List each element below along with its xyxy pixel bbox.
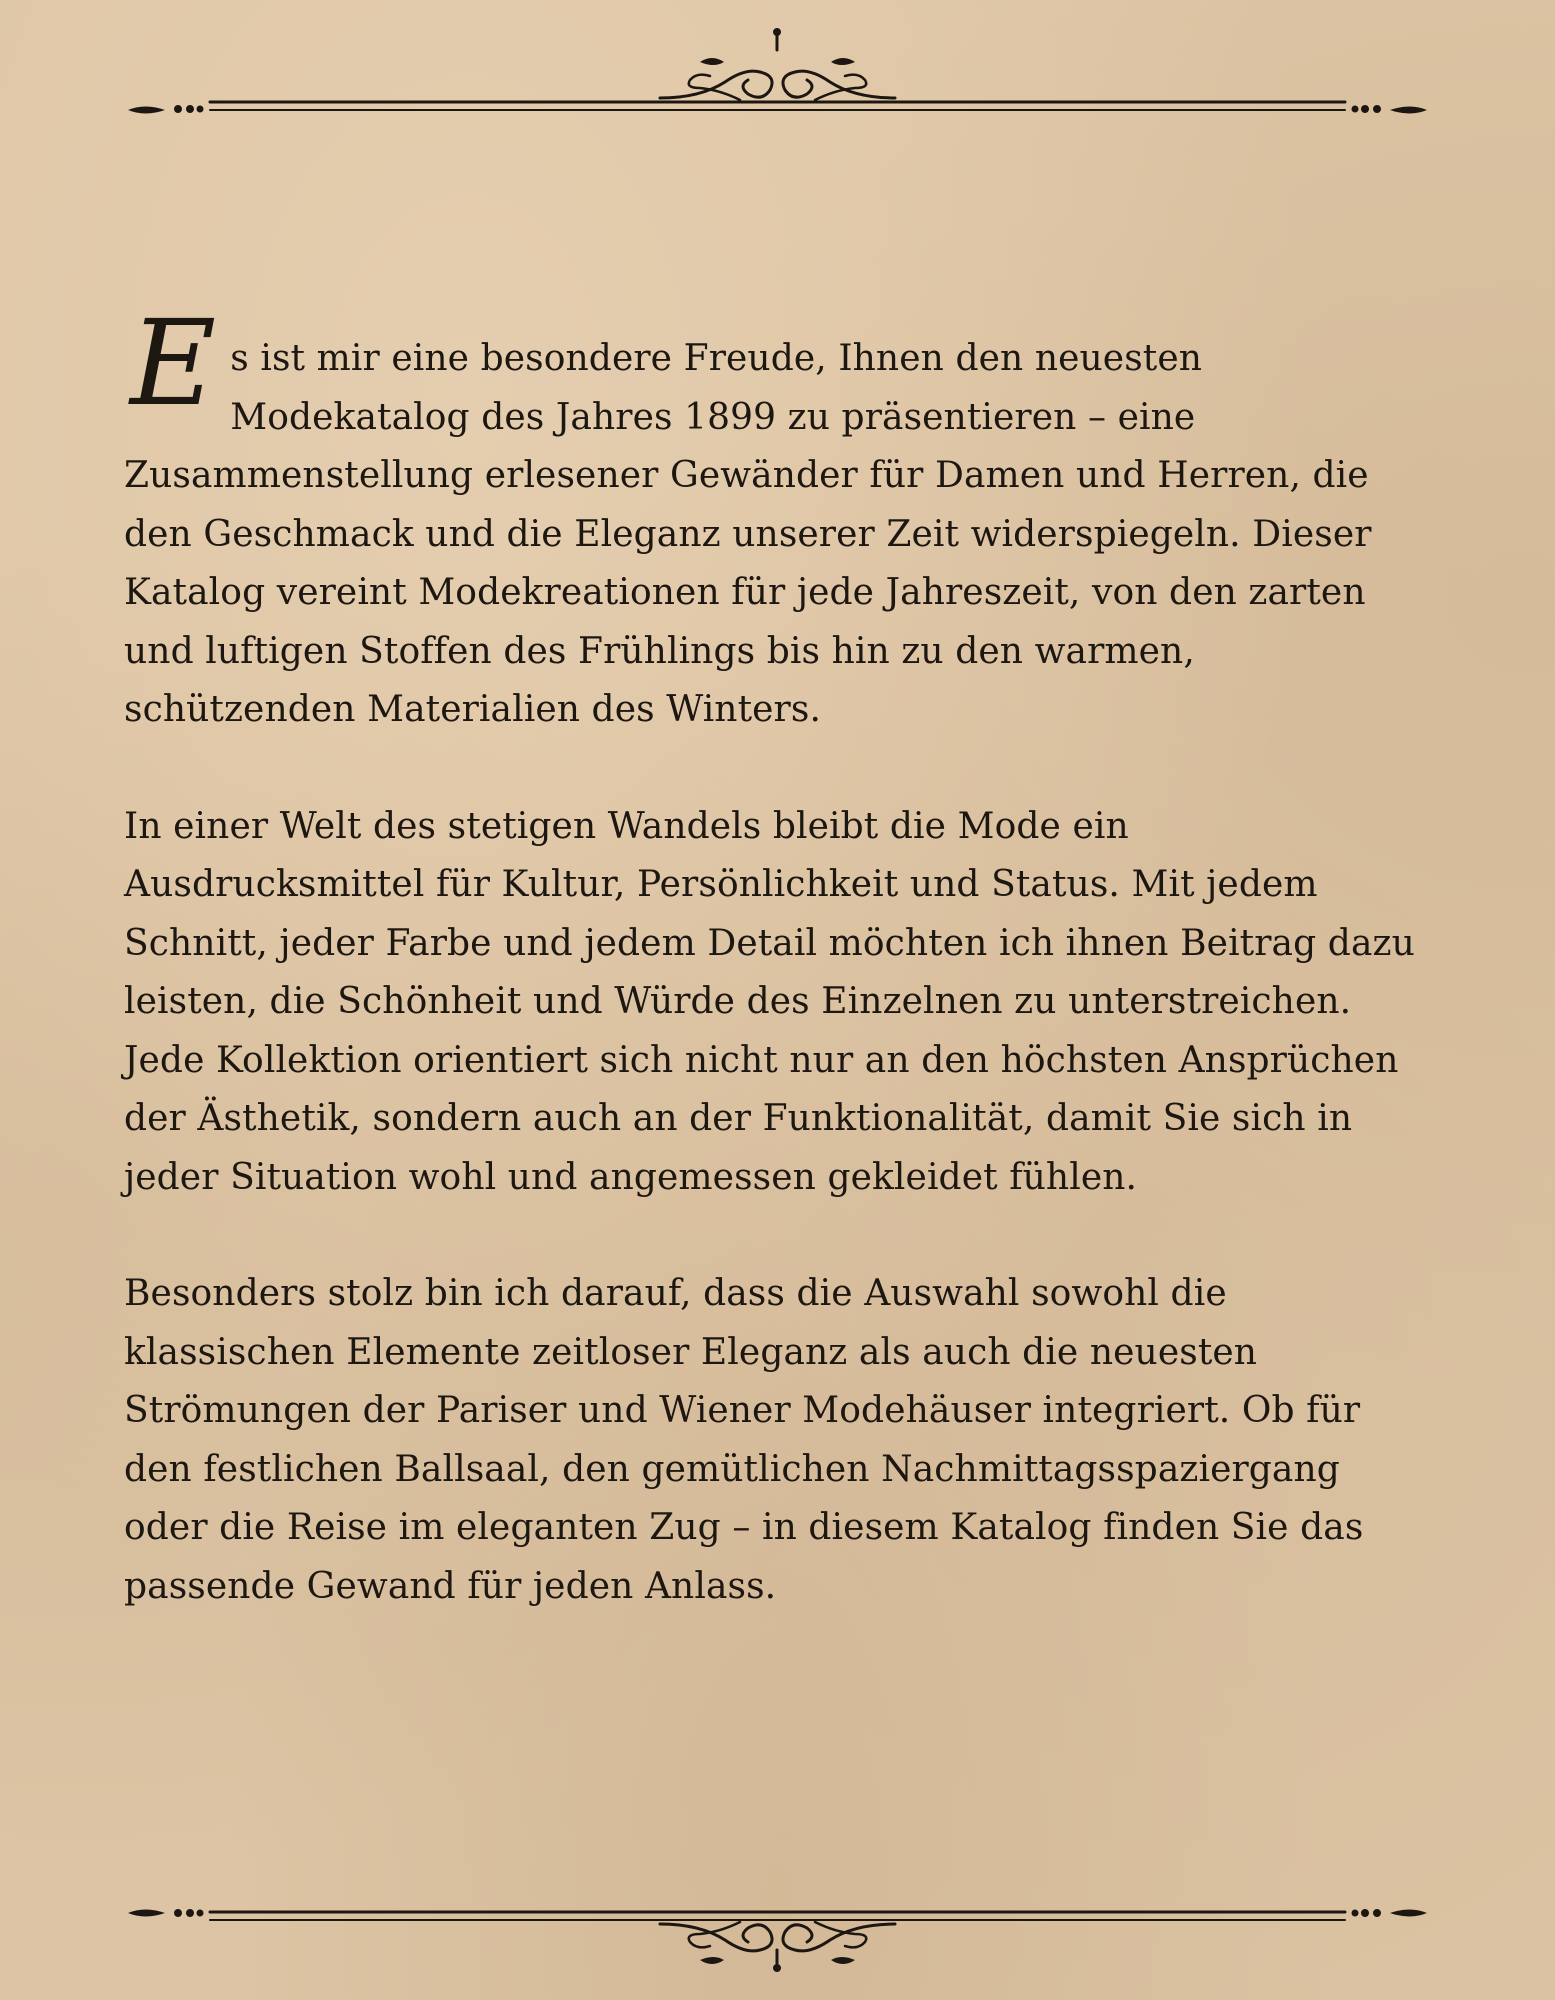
paragraph-1 bbox=[124, 294, 1434, 740]
drop-cap-letter: E bbox=[130, 294, 217, 432]
bottom-flourish-divider-icon bbox=[0, 1880, 1555, 1990]
preface-text bbox=[124, 294, 1434, 1674]
paragraph-1-text: s ist mir eine besondere Freude, Ihnen den neuesten Modekatalog des Jahres 1899 zu präsentieren – eine Zusammenstellung erlesener Gewänder für Damen und Herren, die den Geschmack und die Eleganz unserer Zeit widerspiegeln. Dieser Katalog vereint Modekreationen für jede Jahreszeit, von den zarten und luftigen Stoffen des Frühlings bis hin zu den warmen, schützenden Materialien des Winters. bbox=[124, 338, 1372, 730]
paragraph-2: In einer Welt des stetigen Wandels bleibt die Mode ein Ausdrucksmittel für Kultur, Persönlichkeit und Status. Mit jedem Schnitt, jeder Farbe und jedem Detail möchten ich ihnen Beitrag dazu leisten, die Schönheit und Würde des Einzelnen zu unterstreichen. Jede Kollektion orientiert sich nicht nur an den höchsten Ansprüchen der Ästhetik, sondern auch an der Funktionalität, damit Sie sich in jeder Situation wohl und angemessen gekleidet fühlen. bbox=[124, 805, 1415, 1198]
top-flourish-divider-icon bbox=[0, 10, 1555, 120]
paragraph-3: Besonders stolz bin ich darauf, dass die Auswahl sowohl die klassischen Elemente zeitloser Eleganz als auch die neuesten Strömungen der Pariser und Wiener Modehäuser integriert. Ob für den festlichen Ballsaal, den gemütlichen Nachmittagsspaziergang oder die Reise im eleganten Zug – in diesem Katalog finden Sie das passende Gewand für jeden Anlass. bbox=[124, 1273, 1364, 1607]
